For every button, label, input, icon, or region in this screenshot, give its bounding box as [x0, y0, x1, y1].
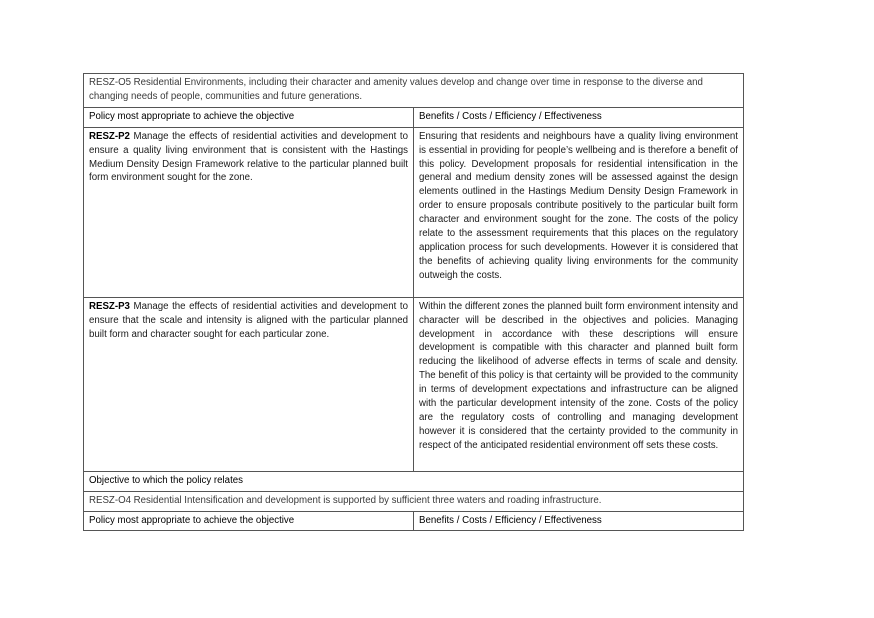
policy-text: Manage the effects of residential activities and development to ensure a quality living environment that is consistent with the Hastings Medium Density Design Framework relative to the particular planned built form environment sought for the zone.: [89, 130, 408, 184]
objective-o4-text: RESZ-O4 Residential Intensification and development is supported by sufficient three waters and roading infrastructure.: [84, 491, 744, 511]
policy-text: Manage the effects of residential activities and development to ensure that the scale and intensity is aligned with the particular planned built form and character sought for each particular zone.: [89, 300, 408, 340]
header-row: [84, 511, 744, 531]
assessment-cell: Ensuring that residents and neighbours have a quality living environment is essential in providing for people’s wellbeing and is therefore a benefit of this policy. Development proposals for residential intensification in the general and medium density zones will be assessed against the design elements outlined in the Hastings Medium Density Design Framework in order to ensure proposals contribute positively to the particular built form character and environment sought for the zone. The costs of the policy relate to the assessment requirements that this places on the regulatory application process for such developments. However it is considered that the benefits of achieving quality living environments for the community outweigh the costs.: [414, 127, 744, 297]
objective-relates-label: Objective to which the policy relates: [84, 471, 744, 491]
objective-row: [84, 74, 744, 108]
objective-row: [84, 491, 744, 511]
objective-o5-text: RESZ-O5 Residential Environments, including their character and amenity values develop and change over time in response to the diverse and changing needs of people, communities and future generations.: [84, 74, 744, 108]
policy-column-header: Policy most appropriate to achieve the objective: [84, 511, 414, 531]
policy-column-header: Policy most appropriate to achieve the objective: [84, 107, 414, 127]
policy-cell: [84, 127, 414, 297]
policy-code: RESZ-P2: [89, 130, 130, 142]
table-row: [84, 127, 744, 297]
table-row: [84, 297, 744, 471]
benefits-column-header: Benefits / Costs / Efficiency / Effectiveness: [414, 511, 744, 531]
policy-cell: [84, 297, 414, 471]
benefits-column-header: Benefits / Costs / Efficiency / Effectiveness: [414, 107, 744, 127]
assessment-cell: Within the different zones the planned built form environment intensity and character will be described in the objectives and policies. Managing development in accordance with these descriptions will ensure development is compatible with this character and planned built form reducing the likelihood of adverse effects in terms of scale and density. The benefit of this policy is that certainty will be provided to the community in terms of development expectations and infrastructure can be aligned with the particular development intensity of the zone. Costs of the policy are the regulatory costs of controlling and managing development however it is considered that the certainty provided to the community in respect of the anticipated residential environment off sets these costs.: [414, 297, 744, 471]
header-row: [84, 107, 744, 127]
policy-evaluation-table: [83, 73, 744, 531]
objective-relates-row: [84, 471, 744, 491]
policy-code: RESZ-P3: [89, 300, 130, 312]
